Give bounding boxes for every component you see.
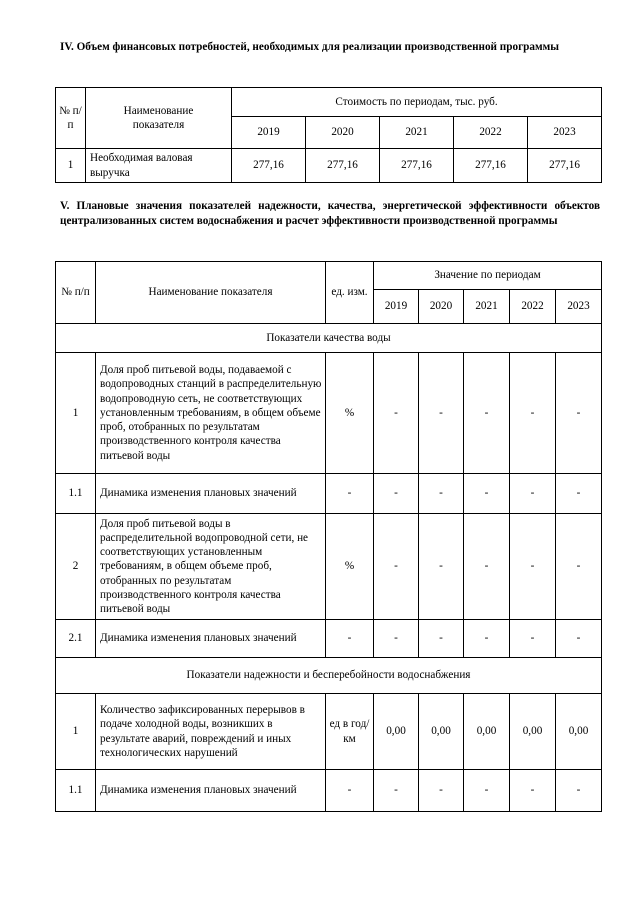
section-4-heading: IV. Объем финансовых потребностей, необходимых для реализации производственной программы bbox=[60, 41, 559, 53]
value-cell: - bbox=[556, 514, 602, 620]
row-num: 2 bbox=[56, 514, 96, 620]
value-cell: - bbox=[556, 474, 602, 514]
year-cell: 2021 bbox=[464, 290, 510, 324]
table-header-row bbox=[56, 262, 602, 290]
year-cell: 2023 bbox=[556, 290, 602, 324]
row-name: Доля проб питьевой воды, подаваемой с водопроводных станций в распределительную водопроводную сеть, не соответствующих установленным требованиям, в общем объеме проб, отобранных по результатам производственного контроля качества питьевой воды bbox=[96, 353, 326, 474]
value-cell: 0,00 bbox=[510, 694, 556, 770]
value-cell: - bbox=[464, 770, 510, 812]
year-cell: 2023 bbox=[528, 117, 602, 149]
value-cell: - bbox=[556, 770, 602, 812]
row-num: 1 bbox=[56, 149, 86, 183]
year-cell: 2019 bbox=[374, 290, 419, 324]
value-cell: - bbox=[464, 353, 510, 474]
header-name: Наименование показателя bbox=[96, 262, 326, 324]
table-row bbox=[56, 474, 602, 514]
value-cell: 0,00 bbox=[419, 694, 464, 770]
year-cell: 2020 bbox=[419, 290, 464, 324]
table-row bbox=[56, 353, 602, 474]
row-name: Доля проб питьевой воды в распределительной водопроводной сети, не соответствующих установленным требованиям, в общем объеме проб, отобранных по результатам производственного контроля качества питьевой воды bbox=[96, 514, 326, 620]
value-cell: - bbox=[419, 514, 464, 620]
value-cell: 0,00 bbox=[464, 694, 510, 770]
group-row-reliability bbox=[56, 658, 602, 694]
row-unit: - bbox=[326, 474, 374, 514]
value-cell: - bbox=[374, 353, 419, 474]
value-cell: - bbox=[374, 474, 419, 514]
table-row bbox=[56, 770, 602, 812]
row-name: Динамика изменения плановых значений bbox=[96, 474, 326, 514]
row-unit: ед в год/ км bbox=[326, 694, 374, 770]
row-name: Необходимая валовая выручка bbox=[86, 149, 232, 183]
value-cell: - bbox=[419, 353, 464, 474]
value-cell: 0,00 bbox=[374, 694, 419, 770]
value-cell: - bbox=[464, 620, 510, 658]
group-title: Показатели надежности и бесперебойности водоснабжения bbox=[56, 658, 602, 694]
table-header-row bbox=[56, 88, 602, 117]
header-num: № п/п bbox=[56, 88, 86, 149]
value-cell: 0,00 bbox=[556, 694, 602, 770]
value-cell: - bbox=[556, 620, 602, 658]
row-name: Динамика изменения плановых значений bbox=[96, 620, 326, 658]
header-unit: ед. изм. bbox=[326, 262, 374, 324]
value-cell: - bbox=[374, 620, 419, 658]
value-cell: - bbox=[556, 353, 602, 474]
row-unit: % bbox=[326, 514, 374, 620]
value-cell: - bbox=[464, 474, 510, 514]
row-num: 1.1 bbox=[56, 474, 96, 514]
value-cell: 277,16 bbox=[380, 149, 454, 183]
value-cell: - bbox=[419, 770, 464, 812]
financial-needs-table bbox=[55, 87, 602, 183]
row-num: 2.1 bbox=[56, 620, 96, 658]
row-name: Количество зафиксированных перерывов в подаче холодной воды, возникших в результате аварий, повреждений и иных технологических нарушений bbox=[96, 694, 326, 770]
header-periods: Значение по периодам bbox=[374, 262, 602, 290]
header-name: Наименование показателя bbox=[86, 88, 232, 149]
table-row bbox=[56, 149, 602, 183]
row-name: Динамика изменения плановых значений bbox=[96, 770, 326, 812]
year-cell: 2020 bbox=[306, 117, 380, 149]
group-title: Показатели качества воды bbox=[56, 324, 602, 353]
value-cell: - bbox=[464, 514, 510, 620]
value-cell: - bbox=[419, 620, 464, 658]
row-num: 1 bbox=[56, 694, 96, 770]
value-cell: - bbox=[374, 514, 419, 620]
value-cell: - bbox=[510, 770, 556, 812]
value-cell: 277,16 bbox=[232, 149, 306, 183]
row-unit: - bbox=[326, 770, 374, 812]
table-row bbox=[56, 694, 602, 770]
value-cell: - bbox=[419, 474, 464, 514]
table-row bbox=[56, 620, 602, 658]
value-cell: - bbox=[510, 474, 556, 514]
year-cell: 2022 bbox=[510, 290, 556, 324]
year-cell: 2022 bbox=[454, 117, 528, 149]
row-num: 1.1 bbox=[56, 770, 96, 812]
year-cell: 2021 bbox=[380, 117, 454, 149]
row-num: 1 bbox=[56, 353, 96, 474]
value-cell: 277,16 bbox=[454, 149, 528, 183]
value-cell: - bbox=[510, 514, 556, 620]
value-cell: - bbox=[510, 620, 556, 658]
header-num: № п/п bbox=[56, 262, 96, 324]
row-unit: - bbox=[326, 620, 374, 658]
section-5-heading: V. Плановые значения показателей надежности, качества, энергетической эффективности объектов централизованных систем водоснабжения и расчет эффективности производственной программы bbox=[60, 200, 600, 227]
value-cell: 277,16 bbox=[306, 149, 380, 183]
year-cell: 2019 bbox=[232, 117, 306, 149]
value-cell: 277,16 bbox=[528, 149, 602, 183]
indicators-table bbox=[55, 261, 602, 812]
group-row-water-quality bbox=[56, 324, 602, 353]
value-cell: - bbox=[374, 770, 419, 812]
header-cost: Стоимость по периодам, тыс. руб. bbox=[232, 88, 602, 117]
row-unit: % bbox=[326, 353, 374, 474]
value-cell: - bbox=[510, 353, 556, 474]
table-row bbox=[56, 514, 602, 620]
